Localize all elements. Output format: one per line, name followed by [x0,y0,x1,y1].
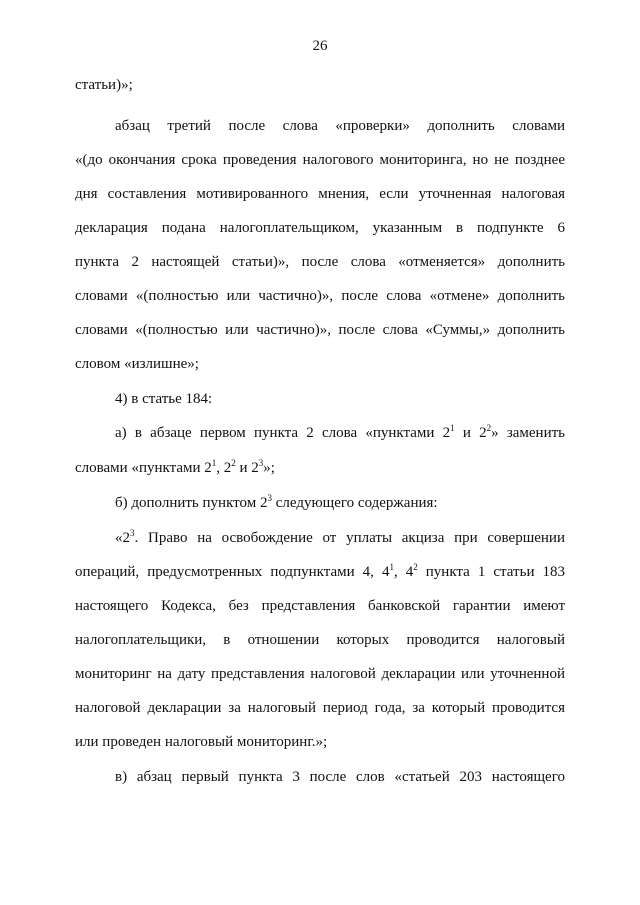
text-line: декларация подана налогоплательщиком, указанным в подпункте 6 [75,220,565,236]
text-line: дня составления мотивированного мнения, если уточненная налоговая [75,186,565,202]
superscript: 2 [231,458,236,468]
superscript: 3 [258,458,264,468]
text-line: «(до окончания срока проведения налогового мониторинга, но не позднее [75,152,565,168]
text-line: 4) в статье 184: [115,391,213,407]
text-line: статьи)»; [75,77,133,93]
superscript: 1 [211,458,217,468]
text-line: налогоплательщики, в отношении которых проводится налоговый [75,632,565,648]
superscript: 2 [486,423,492,433]
text-line: словами «пунктами $2^1$, $2^2$ и $2^3$»; [75,458,275,476]
text-line: словами «(полностью или частично)», после слова «отмене» дополнить [75,288,565,304]
superscript: 1 [450,423,455,433]
text-line: настоящего Кодекса, без представления банковской гарантии имеют [75,598,565,614]
page-number: 26 [312,38,328,54]
text-line: «$2^3$. Право на освобождение от уплаты акциза при совершении [115,528,565,546]
text-line: абзац третий после слова «проверки» дополнить словами [115,118,565,134]
text-line: а) в абзаце первом пункта 2 слова «пунктами $2^1$ и $2^2$» заменить [115,423,566,441]
superscript: 3 [267,493,272,503]
superscript: 2 [413,562,418,572]
superscript: 3 [130,528,135,538]
text-line: в) абзац первый пункта 3 после слов «статьей 203 настоящего [115,769,565,785]
text-line: словом «излишне»; [75,356,199,372]
text-line: налоговой декларации за налоговый период года, за который проводится [75,700,565,716]
superscript: 1 [389,562,394,572]
text-line: словами «(полностью или частично)», после слова «Суммы,» дополнить [75,322,565,338]
text-line: пункта 2 настоящей статьи)», после слова «отменяется» дополнить [75,254,565,270]
text-line: б) дополнить пунктом $2^3$ следующего содержания: [115,493,438,511]
text-line: мониторинг на дату представления налоговой декларации или уточненной [75,666,565,682]
text-line: или проведен налоговый мониторинг.»; [75,734,328,750]
text-line: операций, предусмотренных подпунктами 4, $4^1$, $4^2$ пункта 1 статьи 183 [75,562,566,580]
